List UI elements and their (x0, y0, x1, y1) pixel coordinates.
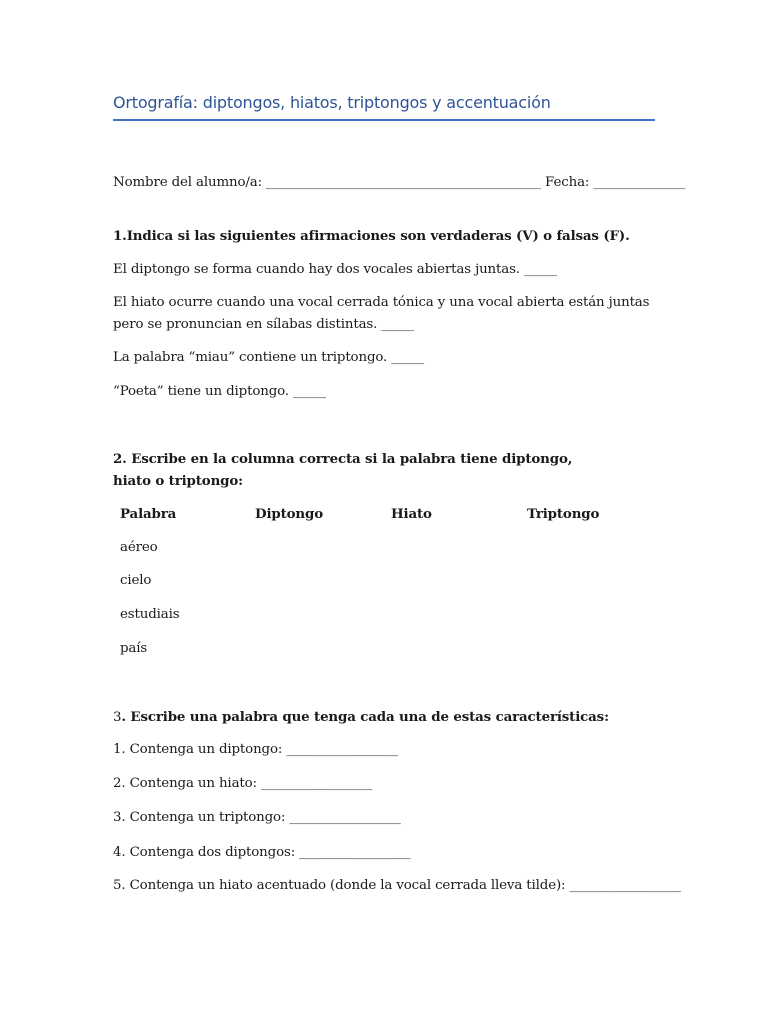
section2-number: 2. (113, 451, 127, 467)
section3-item-3: 3. Contenga un triptongo: _________________ (113, 810, 401, 825)
section3-item-5: 5. Contenga un hiato acentuado (donde la vocal cerrada lleva tilde): _________________ (113, 878, 681, 893)
worksheet-page (113, 0, 686, 1024)
section3-item-1: 1. Contenga un diptongo: _________________ (113, 742, 398, 757)
section1-statement-3: La palabra “miau” contiene un triptongo. _____ (113, 350, 424, 365)
section1-statement-4: “Poeta” tiene un diptongo. _____ (113, 384, 326, 399)
document-title: Ortografía: diptongos, hiatos, triptongos y accentuación (113, 93, 551, 112)
section1-statement-1: El diptongo se forma cuando hay dos vocales abiertas juntas. _____ (113, 262, 557, 277)
column-header-hiato: Hiato (391, 506, 432, 522)
table-row-word: país (120, 641, 148, 656)
section3-heading (113, 706, 609, 729)
section1-number: 1. (113, 228, 127, 244)
title-divider (113, 119, 655, 121)
column-header-palabra: Palabra (120, 506, 177, 522)
section1-heading (113, 225, 630, 247)
table-row-word: cielo (120, 573, 152, 588)
section2-heading-text: Escribe en la columna correcta si la palabra tiene diptongo, hiato o triptongo: (113, 451, 573, 489)
column-header-diptongo: Diptongo (255, 506, 324, 522)
section2-heading (113, 448, 613, 492)
section3-heading-text: . Escribe una palabra que tenga cada una de estas características: (121, 709, 609, 725)
section1-heading-text: Indica si las siguientes afirmaciones son verdaderas (V) o falsas (F). (126, 228, 630, 244)
table-row-word: aéreo (120, 540, 158, 555)
table-row-word: estudiais (120, 607, 180, 622)
section1-statement-2: El hiato ocurre cuando una vocal cerrada tónica y una vocal abierta están juntas pero se pronuncian en sílabas distintas. _____ (113, 295, 650, 332)
section3-item-2: 2. Contenga un hiato: _________________ (113, 776, 373, 791)
student-name-date-line: Nombre del alumno/a: __________________________________________ Fecha: ______________ (113, 175, 686, 190)
section3-item-4: 4. Contenga dos diptongos: _________________ (113, 845, 411, 860)
column-header-triptongo: Triptongo (527, 506, 600, 522)
section3-number: 3 (113, 710, 122, 725)
